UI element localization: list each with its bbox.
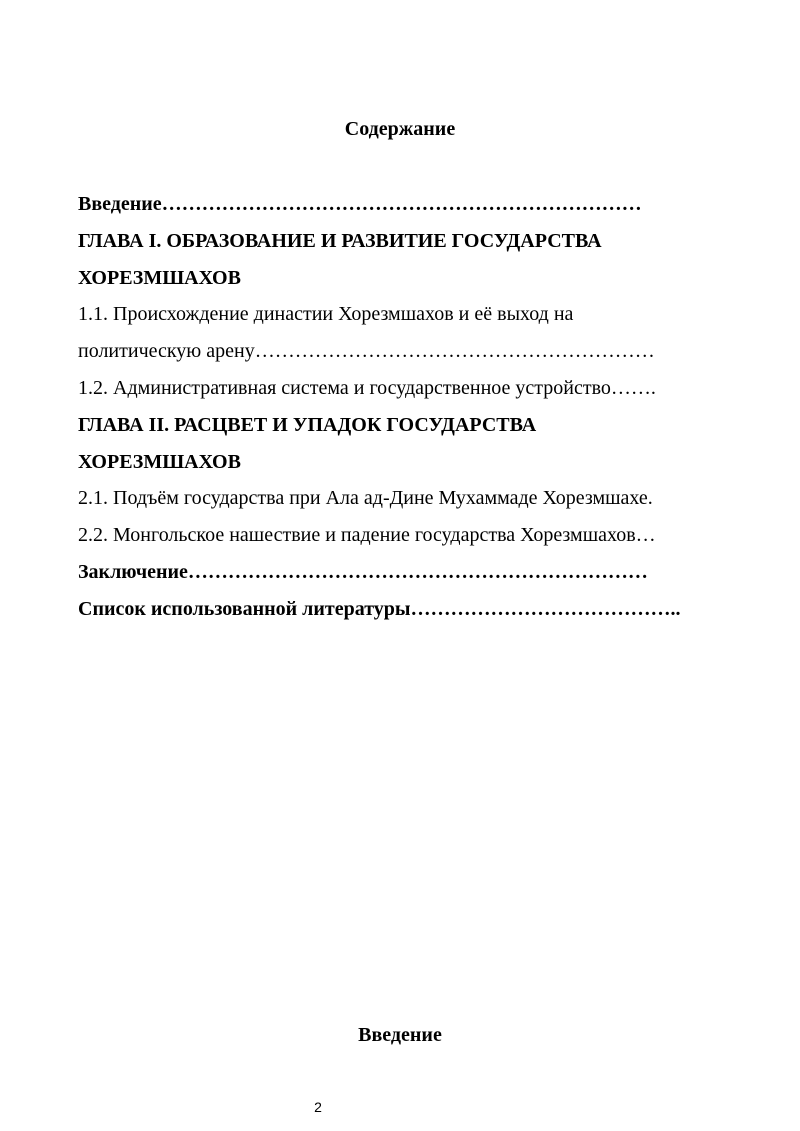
toc-entry-section-1-1-line-2: политическую арену…………………………………………………… <box>78 340 655 363</box>
toc-entry-introduction: Введение……………………………………………………………… <box>78 193 642 215</box>
toc-entry-chapter-1-line-1: ГЛАВА I. ОБРАЗОВАНИЕ И РАЗВИТИЕ ГОСУДАРСТВА <box>78 229 602 252</box>
toc-entry-section-1-2: 1.2. Административная система и государственное устройство……. <box>78 376 656 399</box>
table-of-contents <box>78 189 738 631</box>
toc-entry-chapter-2-line-2: ХОРЕЗМШАХОВ <box>78 450 241 473</box>
toc-entry-section-1-1-line-1: 1.1. Происхождение династии Хорезмшахов и её выход на <box>78 303 574 326</box>
introduction-heading: Введение <box>358 1024 442 1046</box>
toc-entry-bibliography: Список использованной литературы………………………………….. <box>78 597 681 620</box>
toc-entry-chapter-2-line-1: ГЛАВА II. РАСЦВЕТ И УПАДОК ГОСУДАРСТВА <box>78 413 537 436</box>
toc-entry-conclusion: Заключение…………………………………………………………… <box>78 560 648 583</box>
toc-entry-section-2-2: 2.2. Монгольское нашествие и падение государства Хорезмшахов… <box>78 524 656 547</box>
toc-heading: Содержание <box>344 118 456 140</box>
page-number: 2 <box>314 1099 322 1115</box>
toc-entry-chapter-1-line-2: ХОРЕЗМШАХОВ <box>78 266 241 289</box>
toc-entry-section-2-1: 2.1. Подъём государства при Ала ад-Дине Мухаммаде Хорезмшахе. <box>78 487 653 510</box>
